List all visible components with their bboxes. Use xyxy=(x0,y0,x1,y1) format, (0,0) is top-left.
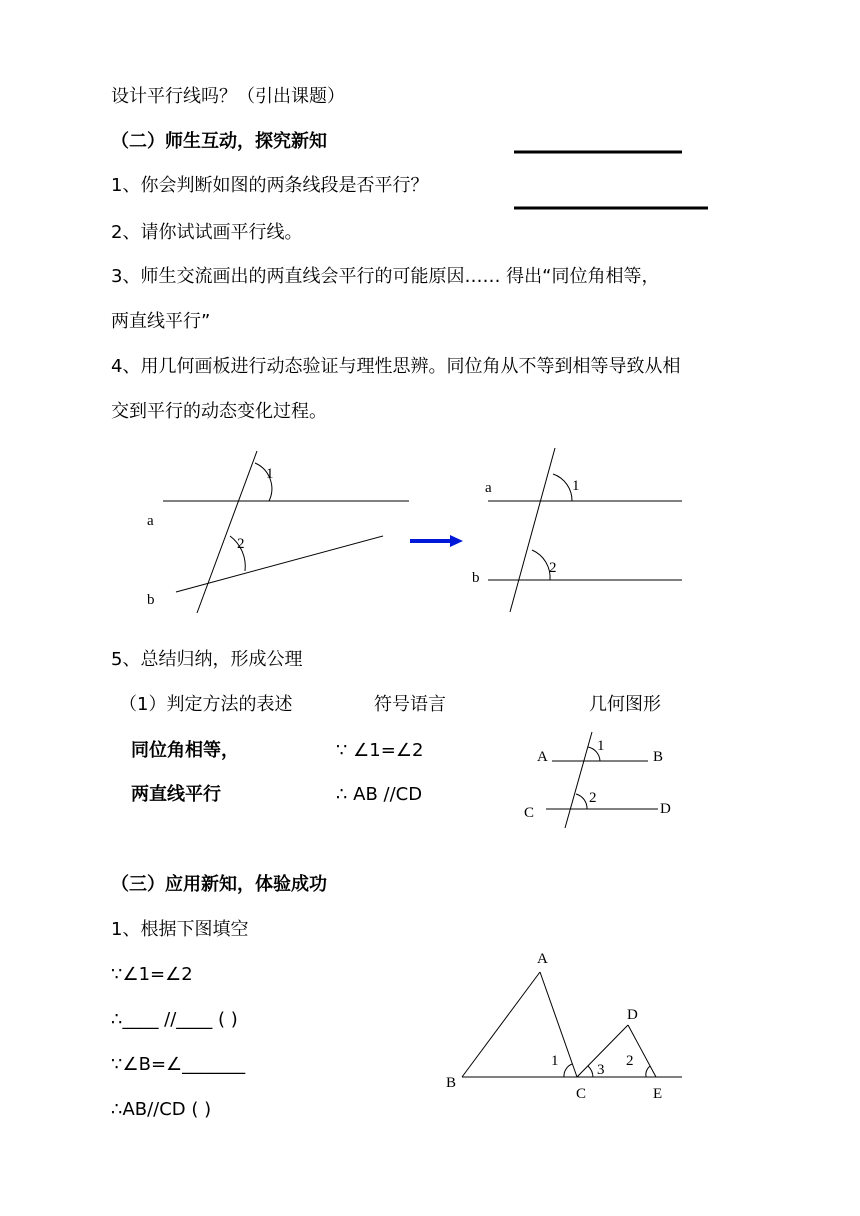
triangle-label-B: B xyxy=(446,1075,457,1091)
segments-figure xyxy=(514,152,708,208)
parallel-transversal xyxy=(510,448,555,612)
triangle-label-E: E xyxy=(653,1086,663,1102)
transversal-label-B: B xyxy=(653,749,664,765)
segment-de xyxy=(628,1025,656,1077)
intersect-label-b: b xyxy=(147,592,155,608)
intersect-label-a: a xyxy=(147,513,154,529)
segment-ab xyxy=(462,972,540,1077)
transversal-cut xyxy=(565,732,592,828)
line-b xyxy=(176,536,383,592)
exercise-line-4: ∴AB//CD ( ) xyxy=(111,1099,212,1120)
transversal-label-A: A xyxy=(537,749,548,765)
rule-symbol-line-1: ∵ ∠1=∠2 xyxy=(336,740,424,761)
item-5: 5、总结归纳，形成公理 xyxy=(111,649,303,670)
table-header-symbol: 符号语言 xyxy=(374,694,446,715)
item-4-line-2: 交到平行的动态变化过程。 xyxy=(111,401,327,422)
triangle-label-1: 1 xyxy=(551,1053,559,1069)
section-2-title: （二）师生互动，探究新知 xyxy=(111,131,327,152)
triangle-label-D: D xyxy=(627,1007,638,1023)
exercise-line-2: ∴____ //____ ( ) xyxy=(111,1009,238,1030)
item-1: 1、你会判断如图的两条线段是否平行？ xyxy=(111,175,429,196)
parallel-label-1: 1 xyxy=(572,478,580,494)
transversal-angle-2-arc xyxy=(576,794,587,809)
rule-text-line-2: 两直线平行 xyxy=(131,784,221,805)
parallel-label-b: b xyxy=(472,570,480,586)
transversal xyxy=(197,451,257,613)
segment-ac xyxy=(540,972,577,1077)
parallel-lines-figure xyxy=(488,448,682,612)
section-3-title: （三）应用新知，体验成功 xyxy=(111,874,327,895)
parallel-label-2: 2 xyxy=(549,560,557,576)
item-4-line-1: 4、用几何画板进行动态验证与理性思辨。同位角从不等到相等导致从相 xyxy=(111,356,681,377)
triangle-label-3: 3 xyxy=(597,1062,605,1078)
parallel-angle-1-arc xyxy=(553,474,572,501)
triangle-label-C: C xyxy=(576,1086,587,1102)
exercise-line-1: ∵∠1=∠2 xyxy=(111,964,193,985)
exercise-line-3: ∵∠B=∠_______ xyxy=(111,1054,246,1075)
triangle-angle-2-arc xyxy=(646,1066,650,1077)
intersecting-lines-figure xyxy=(163,451,409,613)
transition-arrow xyxy=(410,535,463,547)
rule-symbol-line-2: ∴ AB //CD xyxy=(336,784,423,805)
intersect-label-1: 1 xyxy=(266,466,274,482)
triangle-angle-1-arc xyxy=(564,1064,572,1077)
triangles-figure xyxy=(462,972,682,1077)
table-header-method: （1）判定方法的表述 xyxy=(119,694,293,715)
parallel-angle-2-arc xyxy=(532,550,550,580)
triangle-label-A: A xyxy=(537,951,548,967)
rule-text-line-1: 同位角相等， xyxy=(131,740,239,761)
item-3-line-1: 3、师生交流画出的两直线会平行的可能原因…… 得出“同位角相等， xyxy=(111,266,660,287)
transversal-label-2: 2 xyxy=(589,790,597,806)
exercise-title: 1、根据下图填空 xyxy=(111,919,249,940)
intro-line: 设计平行线吗？（引出课题） xyxy=(111,86,345,107)
item-2: 2、请你试试画平行线。 xyxy=(111,222,303,243)
parallel-label-a: a xyxy=(485,480,492,496)
triangle-angle-3-arc xyxy=(588,1066,593,1077)
triangle-label-2: 2 xyxy=(626,1053,634,1069)
intersect-label-2: 2 xyxy=(237,536,245,552)
transversal-label-D: D xyxy=(660,801,671,817)
transversal-label-C: C xyxy=(524,805,535,821)
table-header-figure: 几何图形 xyxy=(589,694,661,715)
transversal-label-1: 1 xyxy=(597,738,605,754)
item-3-line-2: 两直线平行” xyxy=(111,311,211,332)
